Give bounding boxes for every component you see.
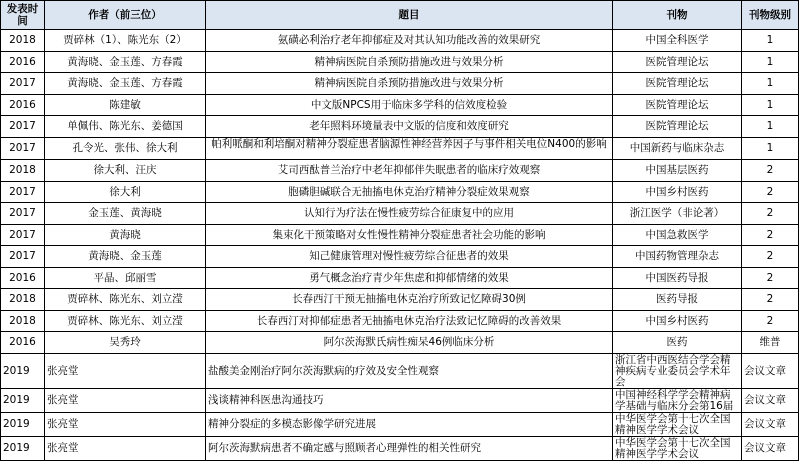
cell-journal: 医院管理论坛 [613, 51, 742, 73]
cell-authors: 张亮堂 [45, 412, 206, 436]
table-row [1, 94, 799, 116]
cell-authors: 黄海晓、金玉莲 [45, 246, 206, 268]
cell-title: 长春西汀对抑郁症患者无抽搐电休克治疗法致记忆障碍的改善效果 [206, 310, 613, 332]
cell-year: 2019 [1, 412, 45, 436]
cell-title: 氨磺必利治疗老年抑郁症及对其认知功能改善的效果研究 [206, 30, 613, 52]
table-row [1, 203, 799, 225]
cell-level: 2 [742, 224, 799, 246]
cell-year: 2018 [1, 30, 45, 52]
cell-title: 阿尔茨海默氏病性痴呆46例临床分析 [206, 332, 613, 354]
cell-journal: 医院管理论坛 [613, 94, 742, 116]
cell-journal: 浙江省中西医结合学会精神疾病专业委员会学术年会 [613, 353, 742, 388]
cell-level: 1 [742, 116, 799, 138]
cell-level: 2 [742, 310, 799, 332]
cell-authors: 张亮堂 [45, 388, 206, 412]
cell-journal: 中国基层医药 [613, 160, 742, 182]
cell-level: 2 [742, 246, 799, 268]
cell-journal: 中国全科医学 [613, 30, 742, 52]
cell-year: 2017 [1, 203, 45, 225]
cell-authors: 孔令光、张伟、徐大利 [45, 137, 206, 160]
cell-year: 2017 [1, 181, 45, 203]
cell-year: 2017 [1, 246, 45, 268]
table-row [1, 412, 799, 436]
cell-journal: 中华医学会第十七次全国精神医学学术会议 [613, 436, 742, 460]
cell-level: 会议文章 [742, 388, 799, 412]
cell-year: 2016 [1, 332, 45, 354]
cell-journal: 浙江医学（非论著） [613, 203, 742, 225]
cell-authors: 黄海晓、金玉莲、方春霞 [45, 51, 206, 73]
cell-level: 2 [742, 160, 799, 182]
cell-authors: 单佩伟、陈光东、姜德国 [45, 116, 206, 138]
cell-authors: 贾碎林、陈光东、刘立滢 [45, 310, 206, 332]
cell-authors: 贾碎林（1）、陈光东（2） [45, 30, 206, 52]
cell-level: 2 [742, 181, 799, 203]
cell-year: 2017 [1, 73, 45, 95]
cell-level: 1 [742, 51, 799, 73]
cell-year: 2016 [1, 94, 45, 116]
table-row [1, 30, 799, 52]
cell-year: 2016 [1, 267, 45, 289]
table-row [1, 388, 799, 412]
header-level: 刊物级别 [742, 1, 799, 30]
cell-level: 2 [742, 267, 799, 289]
cell-journal: 中国神经科学学会精神病学基础与临床分会第16届 [613, 388, 742, 412]
cell-level: 会议文章 [742, 436, 799, 460]
cell-authors: 吴秀玲 [45, 332, 206, 354]
cell-journal: 医院管理论坛 [613, 73, 742, 95]
cell-level: 1 [742, 30, 799, 52]
cell-authors: 张亮堂 [45, 436, 206, 460]
cell-level: 1 [742, 94, 799, 116]
cell-title: 浅谈精神科医患沟通技巧 [206, 388, 613, 412]
cell-authors: 徐大利、汪庆 [45, 160, 206, 182]
cell-authors: 平晶、邱丽雪 [45, 267, 206, 289]
cell-title: 中文版NPCS用于临床多学科的信效度检验 [206, 94, 613, 116]
cell-year: 2016 [1, 51, 45, 73]
table-row [1, 246, 799, 268]
table-row [1, 181, 799, 203]
table-row [1, 267, 799, 289]
cell-authors: 黄海晓、金玉莲、方春霞 [45, 73, 206, 95]
cell-year: 2018 [1, 160, 45, 182]
cell-title: 勇气概念治疗青少年焦虑和抑郁情绪的效果 [206, 267, 613, 289]
cell-level: 1 [742, 73, 799, 95]
cell-authors: 徐大利 [45, 181, 206, 203]
cell-title: 老年照料环境量表中文版的信度和效度研究 [206, 116, 613, 138]
cell-title: 集束化干预策略对女性慢性精神分裂症患者社会功能的影响 [206, 224, 613, 246]
cell-title: 精神病医院自杀预防措施改进与效果分析 [206, 73, 613, 95]
cell-authors: 张亮堂 [45, 353, 206, 388]
cell-journal: 医药导报 [613, 289, 742, 311]
header-year: 发表时间 [1, 1, 45, 30]
cell-journal: 中国药物管理杂志 [613, 246, 742, 268]
cell-level: 维普 [742, 332, 799, 354]
cell-year: 2017 [1, 116, 45, 138]
header-title: 题目 [206, 1, 613, 30]
cell-level: 会议文章 [742, 412, 799, 436]
cell-year: 2019 [1, 388, 45, 412]
cell-title: 精神分裂症的多模态影像学研究进展 [206, 412, 613, 436]
cell-journal: 中国乡村医药 [613, 310, 742, 332]
header-authors: 作者（前三位） [45, 1, 206, 30]
table-row [1, 224, 799, 246]
cell-title: 认知行为疗法在慢性疲劳综合征康复中的应用 [206, 203, 613, 225]
cell-journal: 医药 [613, 332, 742, 354]
cell-year: 2017 [1, 137, 45, 160]
table-row [1, 289, 799, 311]
table-row [1, 73, 799, 95]
table-row [1, 116, 799, 138]
table-row [1, 160, 799, 182]
cell-title: 帕利哌酮和利培酮对精神分裂症患者脑源性神经营养因子与事件相关电位N400的影响 [206, 137, 613, 160]
cell-journal: 医院管理论坛 [613, 116, 742, 138]
header-row [1, 1, 799, 30]
cell-authors: 金玉莲、黄海晓 [45, 203, 206, 225]
cell-journal: 中国急救医学 [613, 224, 742, 246]
cell-journal: 中国新药与临床杂志 [613, 137, 742, 160]
table-body [1, 30, 799, 461]
header-journal: 刊物 [613, 1, 742, 30]
cell-title: 精神病医院自杀预防措施改进与效果分析 [206, 51, 613, 73]
cell-title: 知己健康管理对慢性疲劳综合征患者的效果 [206, 246, 613, 268]
cell-level: 2 [742, 289, 799, 311]
cell-year: 2019 [1, 353, 45, 388]
table-row [1, 353, 799, 388]
cell-journal: 中国乡村医药 [613, 181, 742, 203]
cell-journal: 中华医学会第十七次全国精神医学学术会议 [613, 412, 742, 436]
cell-level: 会议文章 [742, 353, 799, 388]
table-row [1, 332, 799, 354]
table-row [1, 137, 799, 160]
cell-journal: 中国医药导报 [613, 267, 742, 289]
table-row [1, 436, 799, 460]
cell-level: 2 [742, 203, 799, 225]
cell-authors: 贾碎林、陈光东、刘立滢 [45, 289, 206, 311]
cell-year: 2018 [1, 289, 45, 311]
cell-level: 1 [742, 137, 799, 160]
cell-year: 2017 [1, 224, 45, 246]
table-row [1, 310, 799, 332]
cell-authors: 陈建敏 [45, 94, 206, 116]
cell-title: 阿尔茨海默病患者不确定感与照顾者心理弹性的相关性研究 [206, 436, 613, 460]
cell-title: 长春西汀干预无抽搐电休克治疗所致记忆障碍30例 [206, 289, 613, 311]
cell-title: 艾司西酞普兰治疗中老年抑郁伴失眠患者的临床疗效观察 [206, 160, 613, 182]
cell-year: 2019 [1, 436, 45, 460]
cell-title: 盐酸美金刚治疗阿尔茨海默病的疗效及安全性观察 [206, 353, 613, 388]
cell-year: 2018 [1, 310, 45, 332]
cell-title: 胞磷胆碱联合无抽搐电休克治疗精神分裂症效果观察 [206, 181, 613, 203]
table-row [1, 51, 799, 73]
cell-authors: 黄海晓 [45, 224, 206, 246]
